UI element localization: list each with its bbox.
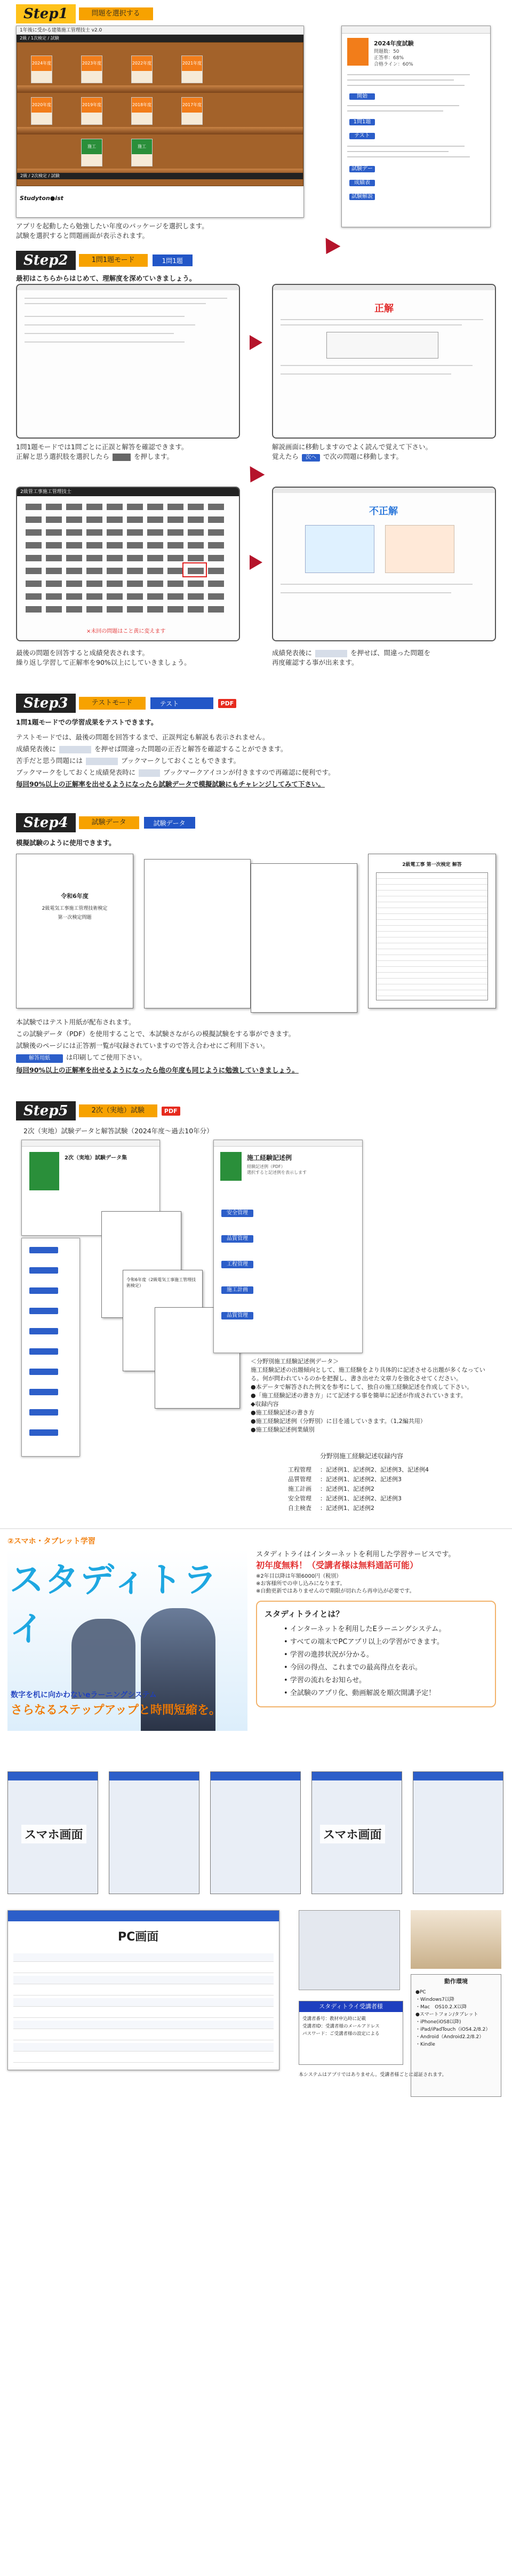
step1-app-window (16, 26, 304, 218)
year-button[interactable] (29, 1409, 58, 1416)
step2-desc-c: 解説画面に移動しますのでよく読んで覚えて下さい。 (272, 443, 433, 451)
grid-cell[interactable] (167, 581, 183, 587)
step5-caption: ＜分野別施工経験記述例データ＞ 施工経験記述の出題傾向として、施工経験をより具体的に記述させる出題が多くなっている。何が問われているのかを把握し、書き出せた文章力を強化させてください。 ●本データで解答された例文を参考にして、独自の施工経験記述を作成して下さい。 ●「施工経験記述の書き方」にて記述する事を簡単に記述が作成されていきます。 ◆収録内容 ●施工経験記述の書き方 ●施工経験記述例（分野別）に目を通していきます。（1,2編共用） ●施工経験記述例業績別 (251, 1358, 485, 1433)
grid-cell[interactable] (107, 555, 123, 561)
step5-list-window (21, 1238, 80, 1457)
grid-cell[interactable] (86, 593, 102, 600)
grid-cell[interactable] (167, 516, 183, 523)
step3-line-4: ブックマークをしておくと成績発表時に ブックマークアイコンが付きますので再確認に便利です。 (16, 768, 335, 776)
grid-cell[interactable] (66, 606, 82, 613)
step4-line-2: この試験データ（PDF）を使用することで、本試験さながらの模擬試験をする事ができます。 (16, 1030, 295, 1038)
grid-cell[interactable] (66, 593, 82, 600)
book-2022[interactable]: 2022年度 (131, 55, 153, 83)
step3-subtitle: テストモード (79, 697, 146, 710)
grid-cell[interactable] (188, 516, 204, 523)
book-2017[interactable]: 2017年度 (181, 97, 203, 125)
year-button[interactable] (29, 1247, 58, 1253)
contact-box: スタディトライ受講者様 受講者番号：教材申込時に記載 受講者ID：受講者様のメールアドレス パスワード：ご受講者様の設定による (299, 2001, 403, 2065)
step5-table-title: 分野別施工経験記述収録内容 (320, 1452, 404, 1460)
grid-cell[interactable] (167, 504, 183, 510)
grid-cell[interactable] (188, 504, 204, 510)
year-button[interactable] (29, 1287, 58, 1294)
people-image (411, 1910, 501, 1969)
environment-box: 動作環境 ●PC ・Windows7以降 ・Mac OS10.2.X以降 ●スマートフォン/タブレット ・iPhone(iOS8以降) ・iPad/iPadTouch（iOS4.2/8.2） ・Android（Android2.2/8.2） ・Kindle (411, 1974, 501, 2097)
arrow-right-icon (250, 335, 262, 350)
studytry-hero (7, 1549, 247, 1731)
step2-desc-e: 最後の問題を回答すると成績発表されます。 (16, 649, 149, 657)
grid-cell[interactable] (167, 555, 183, 561)
step5-intro: 2次（実地）試験データと解答試験（2024年度〜過去10年分） (23, 1127, 213, 1135)
step2-desc-b: 正解と思う選択肢を選択したら を押します。 (16, 452, 174, 460)
shelf-header-2: 2級 / 2次検定 / 試験 (17, 173, 303, 179)
book-2018[interactable]: 2018年度 (131, 97, 153, 125)
pc-screen (7, 1910, 279, 2070)
grid-cell[interactable] (147, 516, 163, 523)
year-button[interactable] (29, 1308, 58, 1314)
arrow-down-left-icon-2 (243, 466, 265, 487)
grid-cell[interactable] (86, 568, 102, 574)
step4-badge: Step4 (16, 813, 76, 832)
app-title-bar: 1年後に受かる建築施工管理技士 v2.0 (17, 26, 303, 35)
step4-line-3: 試験後のページには正答割一覧が収録されていますので答え合わせにご利用下さい。 (16, 1041, 269, 1050)
exam-page-doc-2 (251, 863, 357, 1013)
year-button[interactable] (29, 1389, 58, 1395)
step3-line-3: 苦手だと思う問題には ブックマークしておくこともできます。 (16, 757, 241, 765)
grid-cell[interactable] (127, 529, 143, 536)
grid-cell[interactable] (167, 529, 183, 536)
grid-cell[interactable] (127, 542, 143, 548)
step3-badge: Step3 (16, 694, 76, 713)
experience-category-button[interactable]: 工程管理 (221, 1261, 253, 1268)
step5-book-cover (29, 1152, 59, 1190)
step5-app-title: 2次（実地）試験データ集 (65, 1155, 127, 1161)
step5-panel-title: 施工経験記述例 (247, 1154, 292, 1162)
pdf-icon: PDF (218, 699, 237, 708)
grid-cell[interactable] (188, 581, 204, 587)
devices-image (299, 1910, 400, 1990)
panel-start-button[interactable]: 開始 (349, 93, 375, 100)
grid-cell[interactable] (147, 606, 163, 613)
bookshelf (17, 42, 303, 186)
phone-label-1: スマホ画面 (21, 1825, 86, 1843)
grid-cell[interactable] (188, 542, 204, 548)
grid-cell[interactable] (208, 581, 224, 587)
panel-title: 2024年度試験 (374, 40, 414, 47)
tagline-2: さらなるステップアップと時間短縮を。 (11, 1704, 221, 1717)
experience-category-button[interactable]: 施工計画 (221, 1286, 253, 1294)
year-button[interactable] (29, 1348, 58, 1355)
year-button[interactable] (29, 1369, 58, 1375)
correct-label: 正解 (374, 303, 394, 314)
footer-note: 本システムはアプリではありません。受講者様ごとに認証されます。 (299, 2072, 447, 2078)
answer-table-doc: 2級電工事 第一次検定 解答 (368, 854, 496, 1008)
section2-header: ②スマホ・タブレット学習 (7, 1537, 95, 1546)
grid-cell[interactable] (46, 581, 62, 587)
step5-subtitle: 2次（実地）試験 (79, 1104, 157, 1117)
step4-intro: 模擬試験のように使用できます。 (16, 839, 116, 847)
book-2020[interactable]: 2020年度 (31, 97, 52, 125)
pc-list-row[interactable] (13, 2043, 274, 2052)
panel-one-by-one-button[interactable]: 1問1題 (349, 119, 375, 125)
step2-desc-h: 再度確認する事が出来ます。 (272, 658, 358, 666)
pdf-icon-2: PDF (162, 1107, 180, 1116)
question-screen (16, 284, 240, 439)
grid-cell[interactable] (167, 568, 183, 574)
panel-score-button[interactable]: 成績表 (349, 180, 375, 186)
step2-tag: 1問1題 (152, 254, 193, 267)
grid-cell[interactable] (46, 542, 62, 548)
grid-cell[interactable] (188, 529, 204, 536)
book-2023[interactable]: 2023年度 (81, 55, 102, 83)
grid-cell[interactable] (147, 593, 163, 600)
year-button[interactable] (29, 1429, 58, 1436)
grid-cell[interactable] (127, 581, 143, 587)
grid-cell[interactable] (188, 606, 204, 613)
experience-category-button[interactable]: 品質管理 (221, 1312, 253, 1319)
panel-test-button[interactable]: テスト (349, 133, 375, 139)
panel-book-cover (347, 38, 369, 66)
step4-line-5: 毎回90%以上の正解率を出せるようになったら他の年度も同じように勉強していきましょう。 (16, 1066, 299, 1074)
step1-badge: Step1 (16, 4, 76, 23)
phone-screen-3 (210, 1771, 301, 1894)
tagline-1: 数字を机に向かわないeラーニングシステム (11, 1691, 157, 1699)
grid-cell[interactable] (107, 593, 123, 600)
grid-cell[interactable] (147, 555, 163, 561)
answer-sheet-button[interactable]: 解答用紙 (16, 1054, 63, 1063)
step1-desc-1: アプリを起動したら勉強したい年度のパッケージを選択します。 (16, 222, 209, 230)
grid-cell[interactable] (107, 542, 123, 548)
grid-cell[interactable] (86, 606, 102, 613)
wrong-label: 不正解 (369, 506, 398, 517)
grid-cell[interactable] (26, 606, 42, 613)
grid-cell[interactable] (107, 568, 123, 574)
what-is-box: スタディトライとは？ • インターネットを利用したEラーニングシステム。 • すべての端末でPCアプリ以上の学習ができます。 • 学習の進捗状況が分かる。 • 今回の得点、これまでの最高得点を表示。 • 学習の流れをお知らせ。 • 全試験のアプリ化、動画解説を順次開講予定！ (256, 1601, 496, 1707)
step2-subtitle: 1問1題モード (79, 254, 148, 267)
phone-screen-5 (413, 1771, 503, 1894)
grid-cell[interactable] (86, 555, 102, 561)
grid-cell[interactable] (107, 529, 123, 536)
grid-cell[interactable] (208, 516, 224, 523)
experience-category-button[interactable]: 安全管理 (221, 1210, 253, 1217)
step3-line-1: テストモードでは、最後の問題を回答するまで、正誤判定も解説も表示されません。 (16, 733, 269, 741)
grid-cell[interactable] (127, 516, 143, 523)
grid-cell[interactable] (167, 606, 183, 613)
grid-cell[interactable] (46, 529, 62, 536)
wrong-diagram-1 (305, 525, 374, 573)
step1-subtitle: 問題を選択する (79, 7, 153, 20)
step5-doc-2: 令和6年度（2級電気工事施工管理技術検定） (123, 1270, 203, 1371)
book-2021[interactable]: 2021年度 (181, 55, 203, 83)
pc-list-row[interactable] (13, 1987, 274, 1995)
shelf-header: 2級 / 1次検定 / 試験 (17, 35, 303, 42)
pc-list-row[interactable] (13, 2009, 274, 2018)
grid-cell[interactable] (46, 568, 62, 574)
grid-cell[interactable] (46, 504, 62, 510)
grid-cell[interactable] (86, 504, 102, 510)
grid-cell[interactable] (208, 593, 224, 600)
grid-cell[interactable] (66, 581, 82, 587)
grid-cell[interactable] (26, 504, 42, 510)
step3-tag: テスト (150, 697, 214, 710)
grid-cell[interactable] (127, 606, 143, 613)
panel-explanation-button[interactable]: 試験解説 (349, 194, 375, 200)
exam-page-doc-1 (144, 859, 251, 1008)
grid-cell[interactable] (26, 542, 42, 548)
grid-cell[interactable] (46, 516, 62, 523)
grid-cell[interactable] (208, 504, 224, 510)
pc-list-row[interactable] (13, 1998, 274, 2007)
book-2024[interactable]: 2024年度 (31, 55, 52, 83)
grid-cell[interactable] (66, 568, 82, 574)
book-2nd-exam-b[interactable]: 施工 (131, 139, 153, 166)
step2-desc-a: 1問1題モードでは1問ごとに正誤と解答を確認できます。 (16, 443, 188, 451)
grid-cell[interactable] (66, 542, 82, 548)
score-grid-screen (16, 487, 240, 641)
grid-cell[interactable] (127, 504, 143, 510)
exam-cover-doc: 令和6年度 2級電気工事施工管理技術検定 第一次検定問題 (16, 854, 133, 1008)
step5-panel-info: 経験記述例（PDF） 選択すると記述例を表示します (247, 1164, 307, 1175)
wrong-answer-screen (272, 487, 496, 641)
step4-line-1: 本試験ではテスト用紙が配布されます。 (16, 1018, 135, 1026)
arrow-down-left-icon (319, 238, 341, 259)
arrow-right-icon-2 (250, 555, 262, 570)
grid-cell[interactable] (26, 581, 42, 587)
phone-screen-2 (109, 1771, 199, 1894)
grid-cell[interactable] (66, 555, 82, 561)
grid-cell[interactable] (107, 516, 123, 523)
grid-cell[interactable] (66, 529, 82, 536)
step2-desc-g: 成績発表後に を押せば、間違った問題を (272, 649, 431, 657)
grid-cell[interactable] (208, 606, 224, 613)
grid-cell[interactable] (26, 593, 42, 600)
experience-category-button[interactable]: 品質管理 (221, 1235, 253, 1243)
grid-cell[interactable] (46, 593, 62, 600)
grid-cell[interactable] (46, 606, 62, 613)
grid-cell[interactable] (167, 542, 183, 548)
pc-list-row[interactable] (13, 1965, 274, 1973)
grid-cell[interactable] (127, 555, 143, 561)
grid-cell[interactable] (86, 516, 102, 523)
pc-label: PC画面 (115, 1927, 162, 1945)
grid-cell[interactable] (147, 581, 163, 587)
grid-cell[interactable] (107, 504, 123, 510)
grid-cell[interactable] (188, 555, 204, 561)
pc-list-row[interactable] (13, 2032, 274, 2040)
explanation-table (326, 332, 438, 359)
grid-cell[interactable] (147, 568, 163, 574)
grid-cell[interactable] (26, 568, 42, 574)
step5-badge: Step5 (16, 1101, 76, 1120)
grid-cell[interactable] (46, 555, 62, 561)
book-2nd-exam-a[interactable]: 施工 (81, 139, 102, 166)
grid-cell[interactable] (26, 555, 42, 561)
panel-info: 問題数：50 正答率：68% 合格ライン：60% (374, 49, 413, 67)
brand-logo: Studyton●ist (20, 195, 63, 202)
step2-desc-f: 繰り返し学習して正解率を90%以上にしていきましょう。 (16, 658, 191, 666)
grid-cell[interactable] (208, 555, 224, 561)
step2-badge: Step2 (16, 251, 76, 270)
grid-cell[interactable] (107, 606, 123, 613)
free-offer: 初年度無料！（受講者様は無料通話可能） (256, 1560, 419, 1570)
step2-desc-d: 覚えたら 次へ で次の問題に移動します。 (272, 452, 403, 460)
phone-label-2: スマホ画面 (320, 1825, 385, 1843)
price-note: ※2年目以降は年額6000円（税別） ※お客様所での申し込みになります。 ※自動更新ではありませんので期限が切れたら再申込が必要です。 (256, 1573, 415, 1594)
grid-cell[interactable] (208, 542, 224, 548)
panel-exam-data-button[interactable]: 試験データ (349, 166, 375, 172)
grid-cell[interactable] (167, 593, 183, 600)
step5-content-table: 工程管理 ：記述例1、記述例2、記述例3、記述例4 品質管理 ：記述例1、記述例2、記述例3 施工計画 ：記述例1、記述例2 安全管理 ：記述例1、記述例2、記述例3 自主検査 ：記述例1、記述例2 (288, 1466, 429, 1512)
pc-list-row[interactable] (13, 2054, 274, 2063)
grid-note: ×未回の問題はこと黄に変えます (86, 629, 166, 634)
grid-cell[interactable] (86, 581, 102, 587)
grid-cell[interactable] (188, 593, 204, 600)
studytry-intro: スタディトライはインターネットを利用した学習サービスです。 (256, 1551, 455, 1559)
step1-desc-2: 試験を選択すると問題画面が表示されます。 (16, 232, 149, 240)
grid-cell[interactable] (26, 516, 42, 523)
step2-intro: 最初はこちらからはじめて、理解度を深めていきましょう。 (16, 274, 196, 282)
highlight-box (182, 562, 207, 577)
step1-exam-panel (341, 26, 491, 227)
grid-cell[interactable] (208, 529, 224, 536)
pc-list-row[interactable] (13, 1976, 274, 1984)
brand-logo-studytry: スタディトライ (10, 1561, 218, 1649)
pc-list-row[interactable] (13, 1953, 274, 1962)
wrong-diagram-2 (385, 525, 454, 573)
grid-cell[interactable] (86, 529, 102, 536)
step3-line-5: 毎回90%以上の正解率を出せるようになったら試験データで模擬試験にもチャレンジしてみて下さい。 (16, 780, 325, 788)
step4-line-4: 解答用紙 は印刷してご使用下さい。 (16, 1052, 146, 1063)
pc-list-row[interactable] (13, 2021, 274, 2029)
step3-line-2: 成績発表後に を押せば間違った問題の正否と解答を確認することができます。 (16, 745, 287, 753)
book-2019[interactable]: 2019年度 (81, 97, 102, 125)
grid-cell[interactable] (127, 568, 143, 574)
step5-experience-panel (213, 1140, 363, 1353)
year-button[interactable] (29, 1267, 58, 1274)
grid-cell[interactable] (147, 504, 163, 510)
grid-cell[interactable] (66, 516, 82, 523)
grid-cell[interactable] (208, 568, 224, 574)
grid-cell[interactable] (107, 581, 123, 587)
answer-screen (272, 284, 496, 439)
year-button[interactable] (29, 1328, 58, 1334)
grid-cell[interactable] (66, 504, 82, 510)
grid-title: 2級管工事施工管理技士 (17, 488, 239, 496)
grid-cell[interactable] (147, 542, 163, 548)
grid-cell[interactable] (147, 529, 163, 536)
grid-cell[interactable] (26, 529, 42, 536)
grid-cell[interactable] (86, 542, 102, 548)
grid-cell[interactable] (127, 593, 143, 600)
step3-intro: 1問1題モードでの学習成果をテストできます。 (16, 718, 158, 726)
step4-tag: 試験データ (143, 816, 196, 829)
step4-subtitle: 試験データ (79, 816, 139, 829)
